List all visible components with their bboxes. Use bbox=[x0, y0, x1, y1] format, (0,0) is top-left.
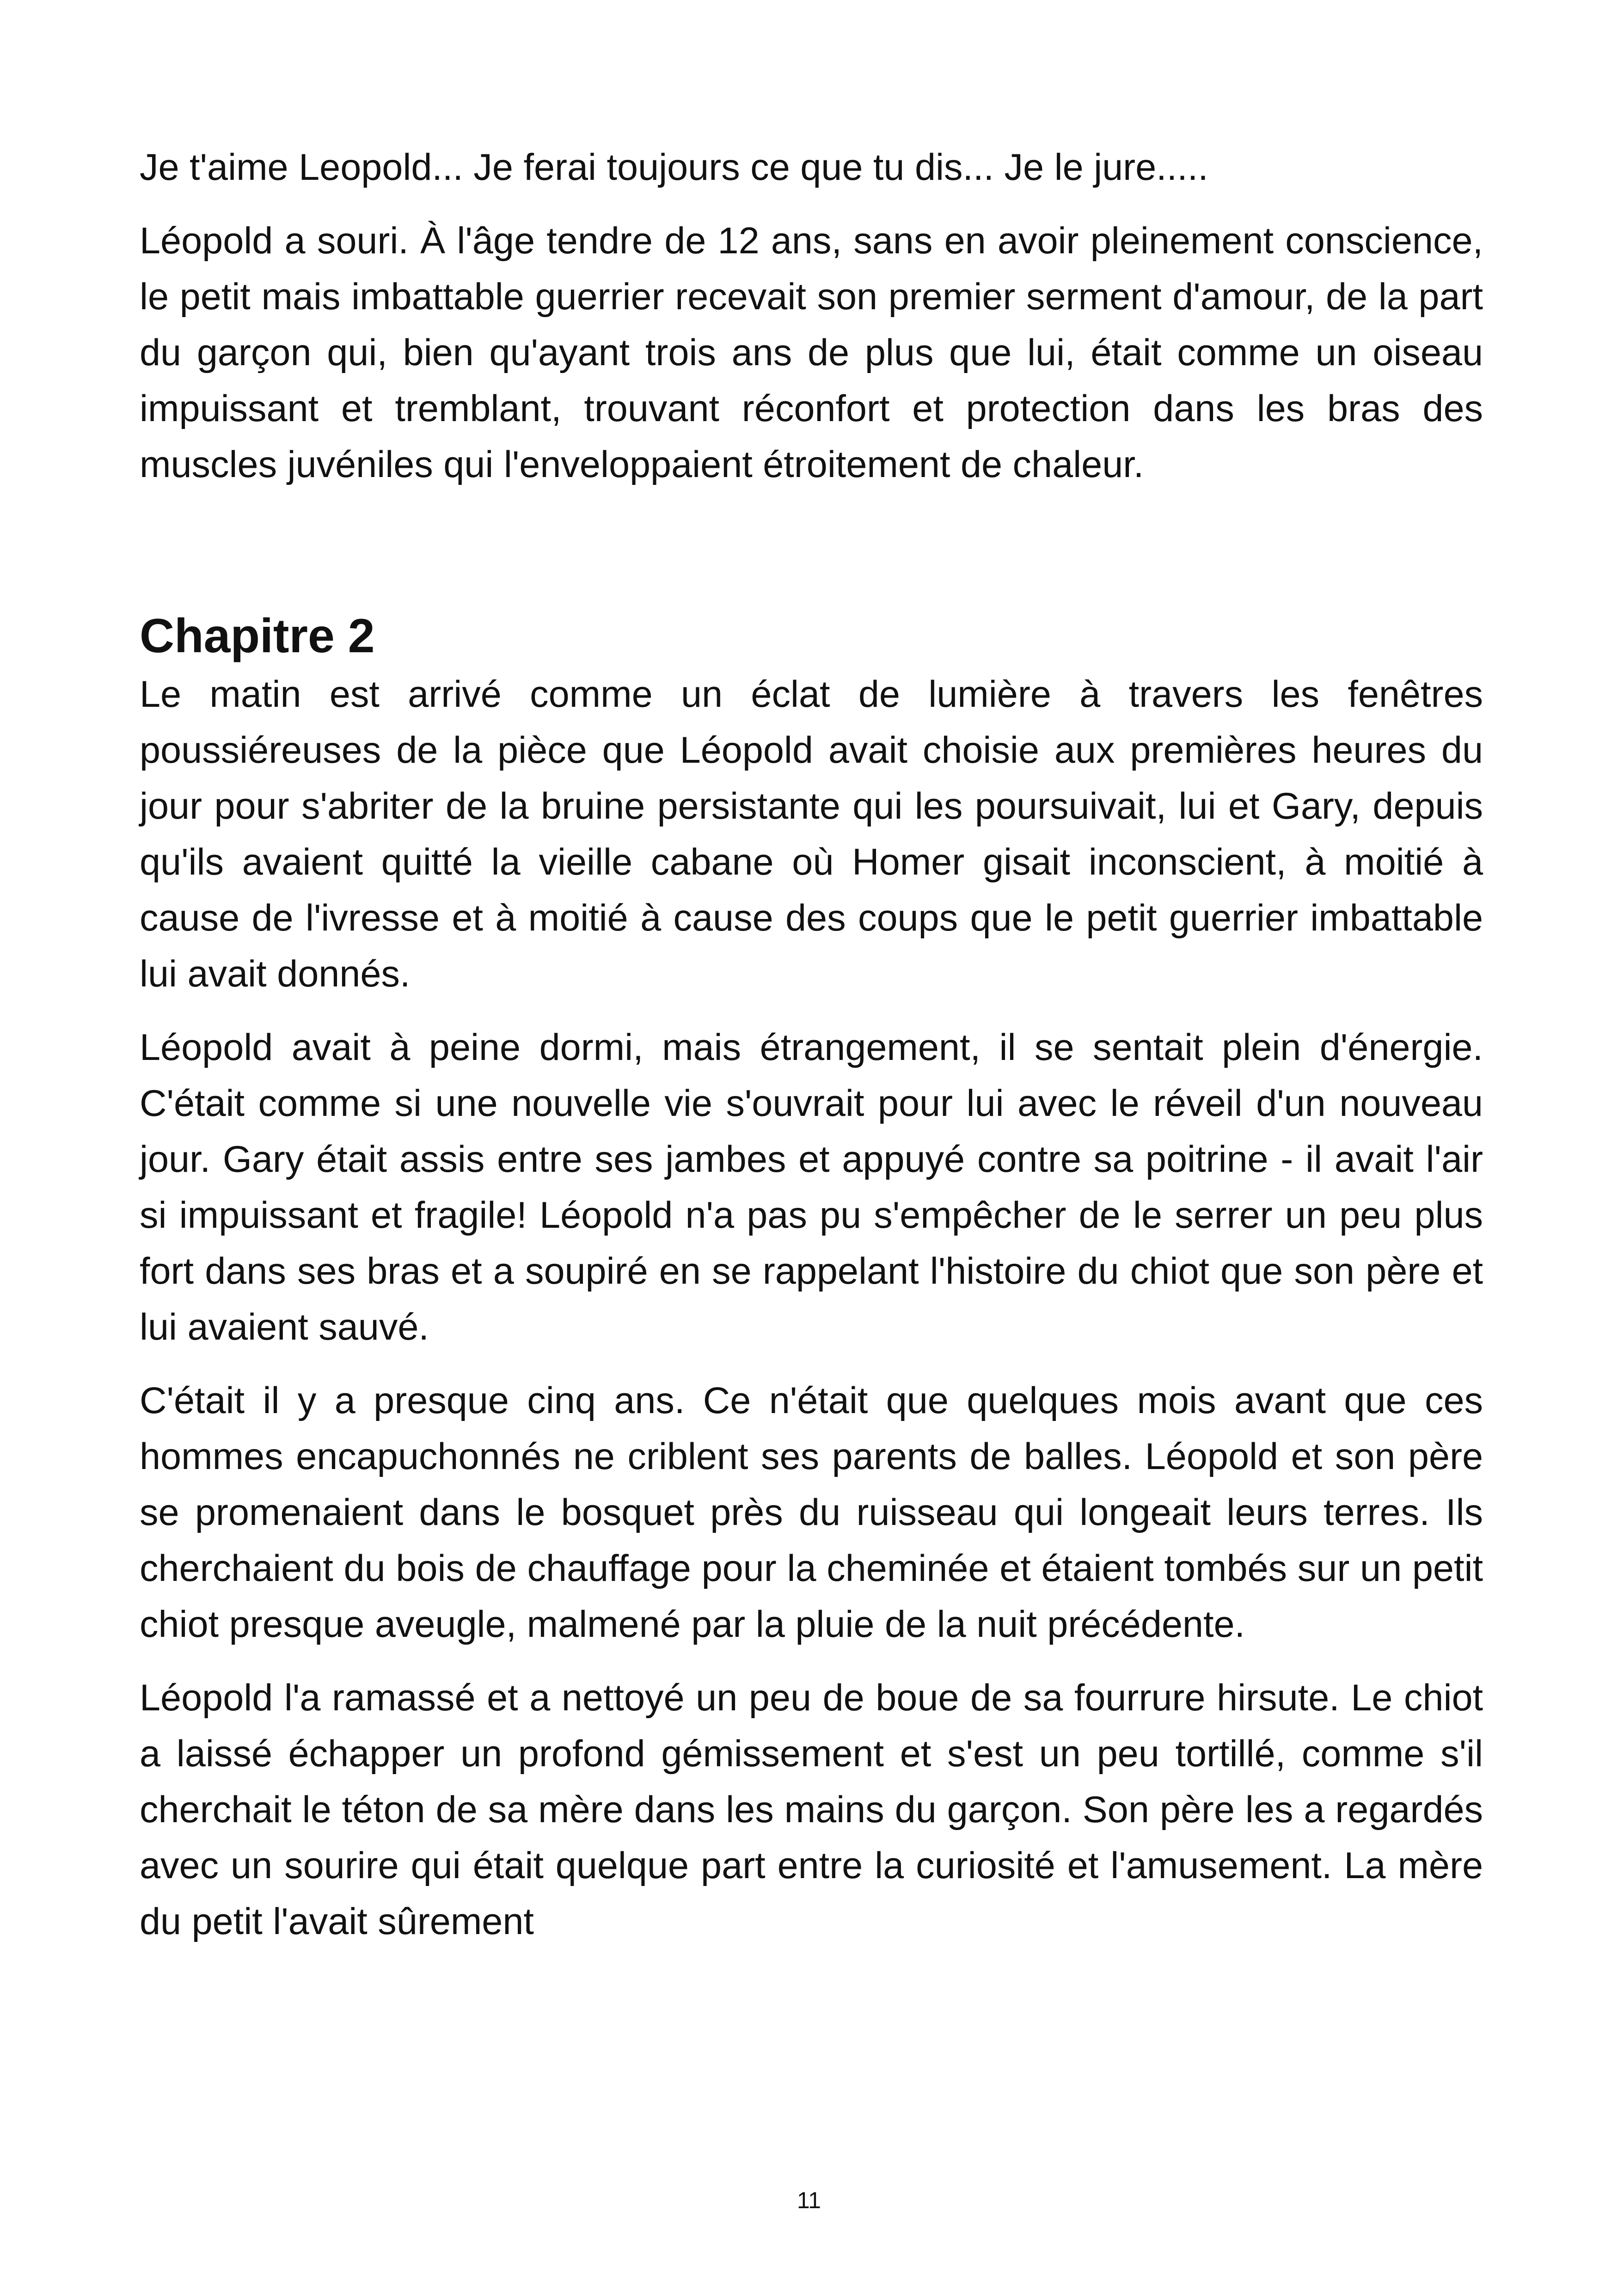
paragraph: Léopold avait à peine dormi, mais étrangement, il se sentait plein d'énergie. C'était comme si une nouvelle vie s'ouvrait pour lui avec le réveil d'un nouveau jour. Gary était assis entre ses jambes et appuyé contre sa poitrine - il avait l'air si impuissant et fragile! Léopold n'a pas pu s'empêcher de le serrer un peu plus fort dans ses bras et a soupiré en se rappelant l'histoire du chiot que son père et lui avaient sauvé. bbox=[140, 1027, 1483, 1348]
paragraph: Le matin est arrivé comme un éclat de lumière à travers les fenêtres poussiéreuses de la pièce que Léopold avait choisie aux premières heures du jour pour s'abriter de la bruine persistante qui les poursuivait, lui et Gary, depuis qu'ils avaient quitté la vieille cabane où Homer gisait inconscient, à moitié à cause de l'ivresse et à moitié à cause des coups que le petit guerrier imbattable lui avait donnés. bbox=[140, 673, 1483, 995]
paragraph: Léopold l'a ramassé et a nettoyé un peu de boue de sa fourrure hirsute. Le chiot a laissé échapper un profond gémissement et s'est un peu tortillé, comme s'il cherchait le téton de sa mère dans les mains du garçon. Son père les a regardés avec un sourire qui était quelque part entre la curiosité et l'amusement. La mère du petit l'avait sûrement bbox=[140, 1677, 1483, 1942]
paragraph: C'était il y a presque cinq ans. Ce n'était que quelques mois avant que ces hommes encapuchonnés ne criblent ses parents de balles. Léopold et son père se promenaient dans le bosquet près du ruisseau qui longeait leurs terres. Ils cherchaient du bois de chauffage pour la cheminée et étaient tombés sur un petit chiot presque aveugle, malmené par la pluie de la nuit précédente. bbox=[140, 1380, 1483, 1645]
chapter-title: Chapitre 2 bbox=[140, 609, 375, 663]
paragraph: Je t'aime Leopold... Je ferai toujours ce que tu dis... Je le jure..... bbox=[140, 147, 1208, 188]
page-body bbox=[140, 140, 1483, 1967]
paragraph: Léopold a souri. À l'âge tendre de 12 ans, sans en avoir pleinement conscience, le petit mais imbattable guerrier recevait son premier serment d'amour, de la part du garçon qui, bien qu'ayant trois ans de plus que lui, était comme un oiseau impuissant et tremblant, trouvant réconfort et protection dans les bras des muscles juvéniles qui l'enveloppaient étroitement de chaleur. bbox=[140, 220, 1483, 485]
page-number: 11 bbox=[797, 2187, 821, 2213]
section-gap bbox=[140, 510, 1483, 607]
